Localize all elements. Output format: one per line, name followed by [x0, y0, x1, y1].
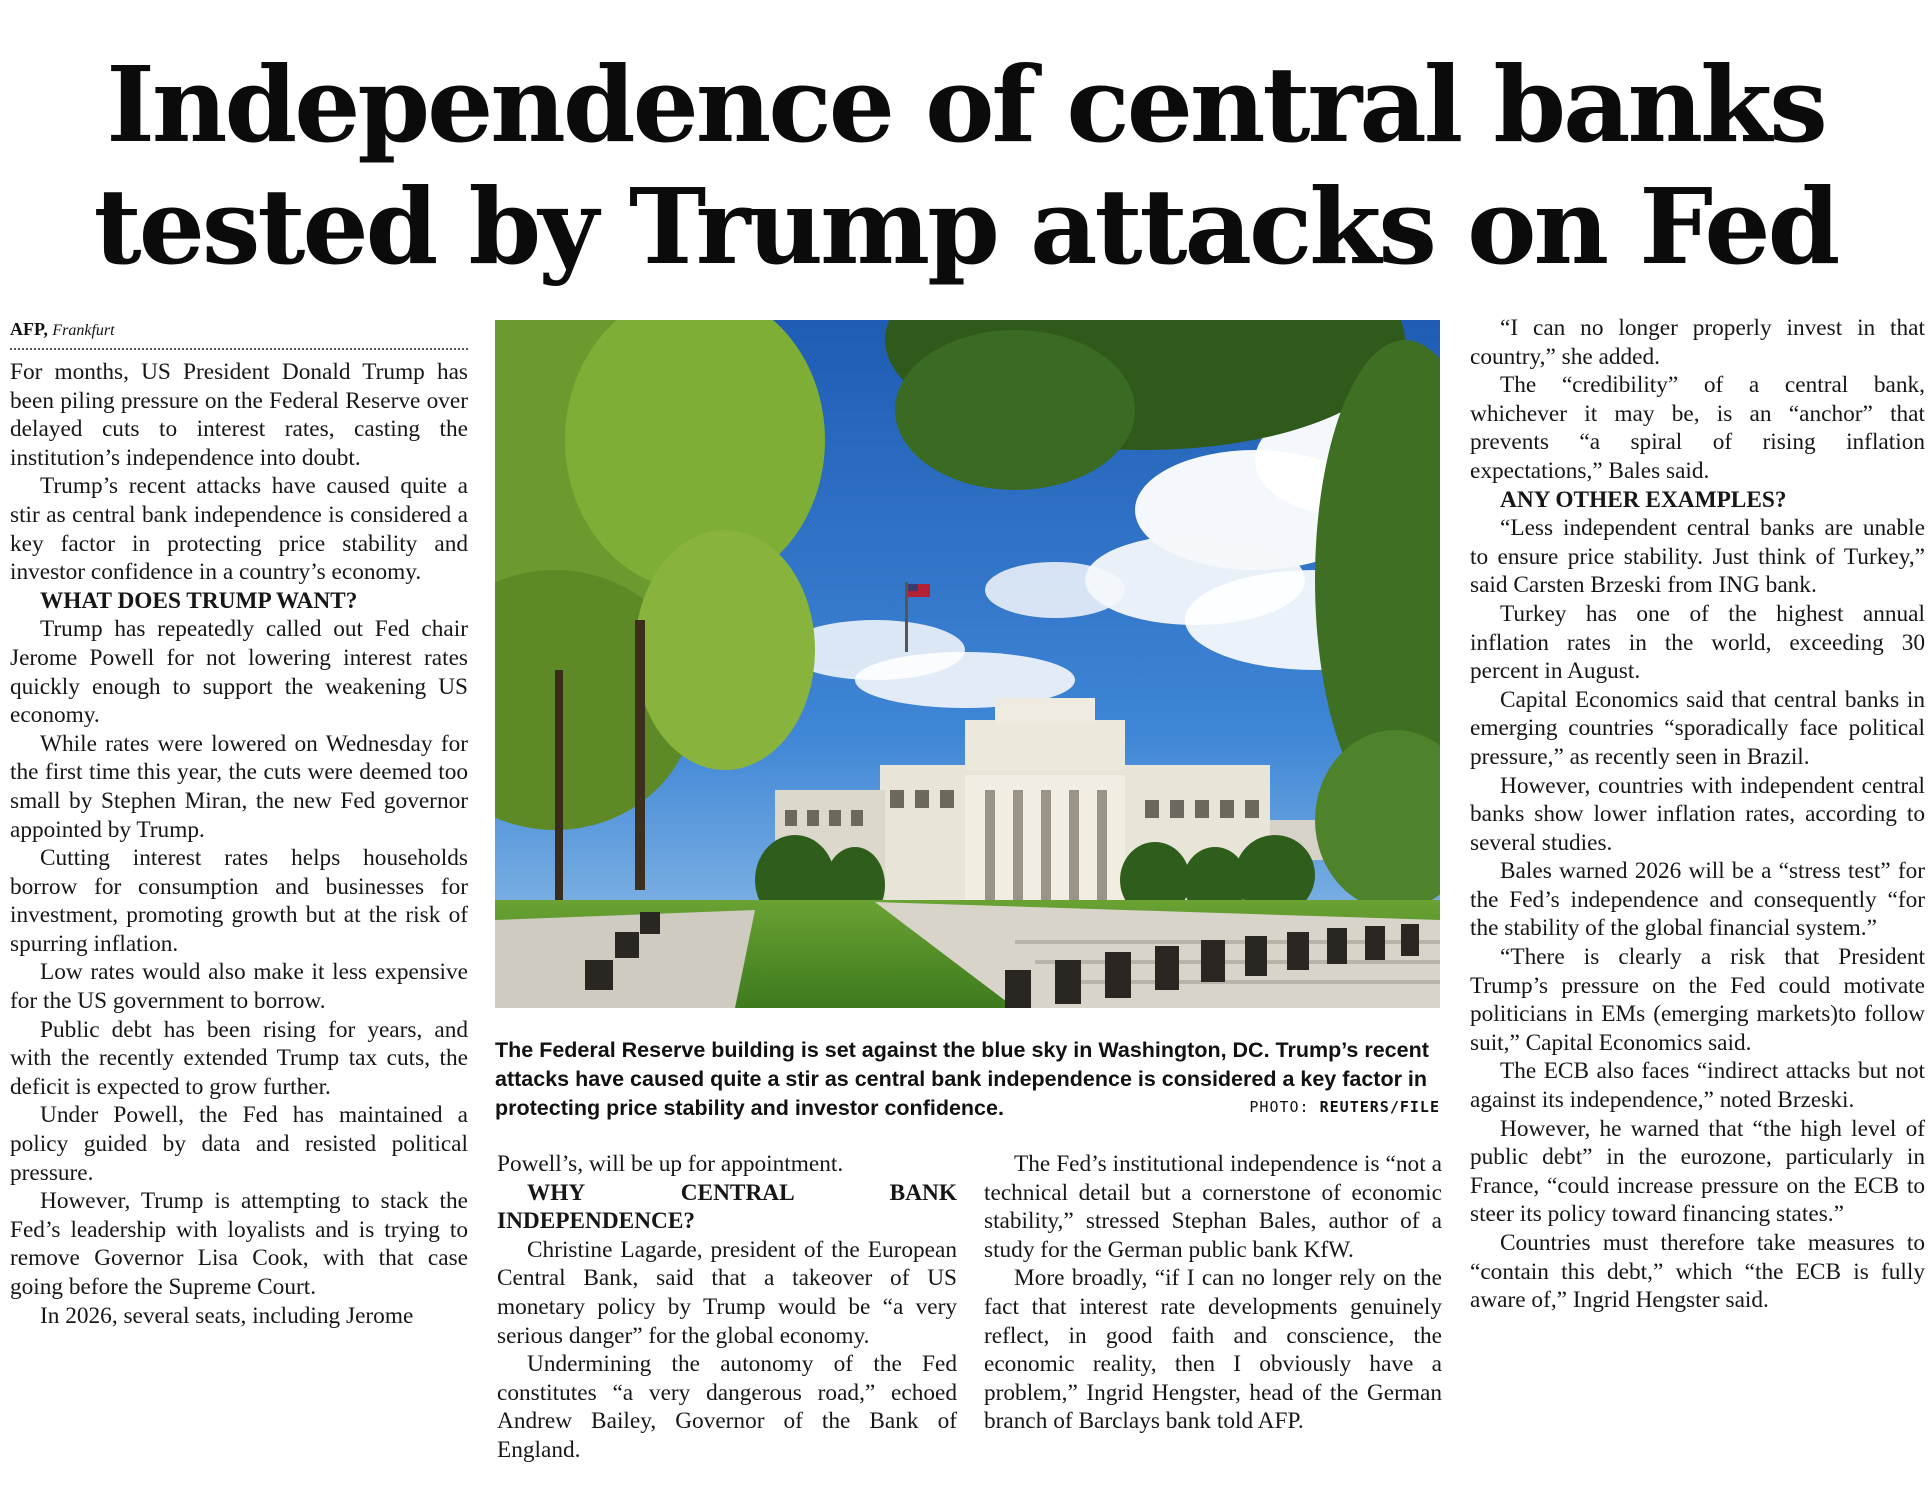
subheading: WHY CENTRAL BANK INDEPENDENCE?: [497, 1179, 957, 1235]
paragraph: The ECB also faces “indirect attacks but not against its independence,” noted Brzeski.: [1470, 1058, 1925, 1114]
paragraph: Christine Lagarde, president of the European Central Bank, said that a takeover of US monetary policy by Trump would be “a very serious danger” for the global economy.: [497, 1236, 957, 1349]
federal-reserve-illustration: [495, 320, 1440, 1008]
subheading: WHAT DOES TRUMP WANT?: [40, 587, 358, 614]
paragraph: Powell’s, will be up for appointment.: [497, 1151, 844, 1177]
federal-reserve-photo: [495, 320, 1440, 1008]
photo-credit: [1249, 1093, 1440, 1122]
article-column-2: [497, 1150, 957, 1465]
paragraph: Trump’s recent attacks have caused quite a stir as central bank independence is considered a key factor in protecting price stability and investor confidence in a country’s economy.: [10, 473, 468, 586]
paragraph: Countries must therefore take measures to “contain this debt,” which “the ECB is fully aware of,” Ingrid Hengster said.: [1470, 1230, 1925, 1314]
paragraph: More broadly, “if I can no longer rely on the fact that interest rate developments genuinely reflect, in good faith and conscience, the economic reality, then I obviously have a problem,” Ingrid Hengster, head of the German branch of Barclays bank told AFP.: [984, 1265, 1442, 1435]
paragraph: Undermining the autonomy of the Fed constitutes “a very dangerous road,” echoed Andrew Bailey, Governor of the Bank of England.: [497, 1351, 957, 1463]
article-column-3: [984, 1150, 1442, 1436]
photo-credit-prefix: PHOTO:: [1249, 1098, 1310, 1116]
paragraph: “I can no longer properly invest in that country,” she added.: [1470, 315, 1925, 370]
headline-line-2: tested by Trump attacks on Fed: [93, 165, 1838, 288]
photo-caption: [495, 1036, 1440, 1123]
paragraph: Cutting interest rates helps households borrow for consumption and businesses for investment, promoting growth but at the risk of spurring inflation.: [10, 845, 468, 957]
paragraph: For months, US President Donald Trump has been piling pressure on the Federal Reserve over delayed cuts to interest rates, casting the institution’s independence into doubt.: [10, 359, 468, 471]
paragraph: However, countries with independent central banks show lower inflation rates, according to several studies.: [1470, 772, 1925, 856]
paragraph: Low rates would also make it less expensive for the US government to borrow.: [10, 959, 468, 1015]
paragraph: Trump has repeatedly called out Fed chair Jerome Powell for not lowering interest rates quickly enough to support the weakening US economy.: [10, 616, 468, 729]
photo-credit-source: REUTERS/FILE: [1319, 1098, 1440, 1116]
paragraph: “Less independent central banks are unable to ensure price stability. Just think of Turkey,” said Carsten Brzeski from ING bank.: [1470, 515, 1925, 599]
paragraph: While rates were lowered on Wednesday for the first time this year, the cuts were deemed too small by Stephen Miran, the new Fed governor appointed by Trump.: [10, 730, 468, 843]
headline-line-1: Independence of central banks: [106, 43, 1825, 166]
byline: [10, 318, 468, 350]
article-column-1: [10, 318, 468, 1330]
paragraph: The Fed’s institutional independence is “not a technical detail but a cornerstone of economic stability,” stressed Stephan Bales, author of a study for the German public bank KfW.: [984, 1151, 1442, 1263]
paragraph: “There is clearly a risk that President Trump’s pressure on the Fed could motivate politicians in EMs (emerging markets)to follow suit,” Capital Economics said.: [1470, 944, 1925, 1056]
paragraph: However, Trump is attempting to stack the Fed’s leadership with loyalists and is trying to remove Governor Lisa Cook, with that case going before the Supreme Court.: [10, 1188, 468, 1300]
paragraph: However, he warned that “the high level of public debt” in the eurozone, particularly in France, “could increase pressure on the ECB to steer its policy toward financing states.”: [1470, 1115, 1925, 1228]
paragraph: The “credibility” of a central bank, whichever it may be, is an “anchor” that prevents “a spiral of rising inflation expectations,” Bales said.: [1470, 372, 1925, 484]
caption-text: The Federal Reserve building is set against the blue sky in Washington, DC. Trump’s recent attacks have caused quite a stir as central bank independence is considered a key factor in protecting price stability and investor confidence.: [495, 1038, 1429, 1120]
paragraph: Public debt has been rising for years, and with the recently extended Trump tax cuts, the deficit is expected to grow further.: [10, 1016, 468, 1100]
subheading: ANY OTHER EXAMPLES?: [1500, 486, 1787, 513]
paragraph: In 2026, several seats, including Jerome: [40, 1302, 414, 1329]
byline-location: Frankfurt: [52, 322, 115, 339]
paragraph: Capital Economics said that central banks in emerging countries “sporadically face political pressure,” as recently seen in Brazil.: [1470, 686, 1925, 770]
byline-agency: AFP,: [10, 319, 48, 339]
paragraph: Bales warned 2026 will be a “stress test” for the Fed’s independence and consequently “for the stability of the global financial system.”: [1470, 858, 1925, 942]
headline: [0, 44, 1931, 288]
article-column-4: [1470, 314, 1925, 1315]
paragraph: Turkey has one of the highest annual inflation rates in the world, exceeding 30 percent in August.: [1470, 600, 1925, 685]
paragraph: Under Powell, the Fed has maintained a policy guided by data and resisted political pressure.: [10, 1102, 468, 1186]
